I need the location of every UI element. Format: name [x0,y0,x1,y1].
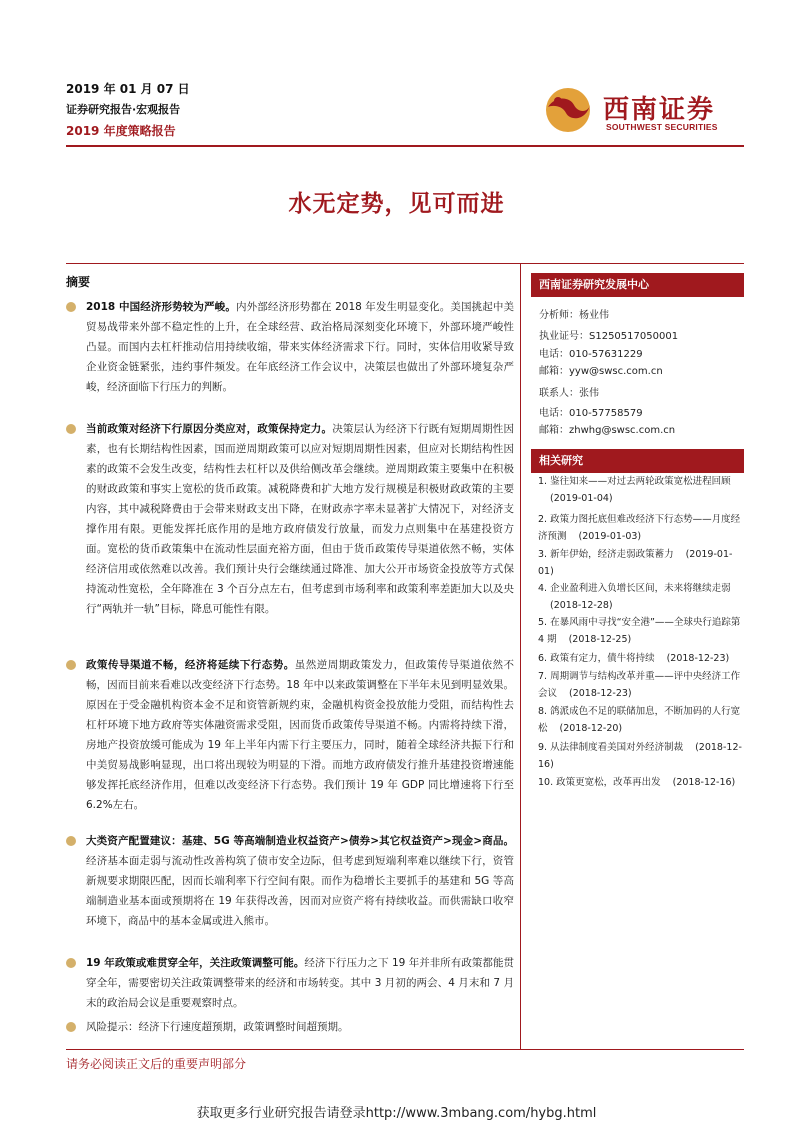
related-research-heading: 相关研究 [531,449,744,473]
related-date: (2018-12-16) [538,742,742,770]
related-date: (2018-12-23) [569,688,632,699]
logo-name-cn: 西南证券 [603,95,716,125]
abstract-heading: 摘要 [66,275,91,289]
related-title: 5. 在暴风雨中寻找“安全港”——全球央行追踪第 4 期 [538,617,741,645]
related-item[interactable] [538,614,744,648]
disclaimer-text: 请务必阅读正文后的重要声明部分 [66,1057,247,1071]
related-date: (2018-12-28) [550,600,613,611]
bullet-text: 经济下行压力之下 19 年并非所有政策都能贯穿全年，需要密切关注政策调整带来的经济和市场转变。其中 3 月初的两会、4 月末和 7 月末的政治局会议是重要观察时点。 [86,957,514,1009]
related-item[interactable] [538,580,744,614]
related-item[interactable] [538,511,744,545]
abstract-bullet [66,655,514,815]
contact-name: 联系人：张伟 [539,388,599,399]
report-date: 2019 年 01 月 07 日 [66,82,190,96]
related-title: 2. 政策力图托底但难改经济下行态势——月度经济预测 [538,514,741,542]
analyst-name: 分析师：杨业伟 [539,310,609,321]
related-date: (2019-01-01) [538,549,733,577]
related-title: 8. 鸽派成色不足的联储加息，不断加码的人行宽松 [538,706,741,734]
analyst-license: 执业证号：S1250517050001 [539,331,679,342]
abstract-bullet [66,1017,514,1037]
related-title: 3. 新年伊始，经济走弱政策蓄力 [538,549,674,560]
related-title: 6. 政策有定力，債牛将持续 [538,653,655,664]
bullet-dot-icon [66,424,76,434]
related-item[interactable] [538,668,744,702]
column-divider [520,263,521,1049]
bullet-dot-icon [66,660,76,670]
abstract-bullet [66,831,514,931]
logo-name-en: SOUTHWEST SECURITIES [606,122,718,132]
research-center-heading: 西南证券研究发展中心 [531,273,744,297]
footer-rule [66,1049,744,1050]
related-item[interactable] [538,546,744,580]
related-date: (2018-12-16) [672,777,736,788]
related-date: (2018-12-25) [568,634,632,645]
related-date: (2018-12-23) [666,653,730,664]
related-item[interactable] [538,774,744,791]
related-title: 9. 从法律制度看美国对外经济制裁 [538,742,684,753]
contact-phone: 电话：010-57758579 [539,408,643,419]
analyst-email[interactable]: 邮箱：yyw@swsc.com.cn [539,366,663,377]
bullet-dot-icon [66,958,76,968]
report-subtitle: 2019 年度策略报告 [66,124,176,138]
bullet-lead: 2018 中国经济形势较为严峻。 [86,301,236,313]
related-title: 10. 政策更宽松，改革再出发 [538,777,661,788]
company-logo [540,85,740,135]
related-item[interactable] [538,703,744,737]
bullet-text: 决策层认为经济下行既有短期周期性因素，也有长期结构性因素，国而逆周期政策可以应对短期周期性因素，但应对长期结构性因素的政策不会发生改变，结构性去杠杆以及供给侧改革会继续。逆周期政策主要集中在积极的财政政策和事实上宽松的货币政策。减税降费和扩大地方发行规模是积极财政政策的主要内容，其中减税降费由于会带来财政支出下降，在财政赤字率未显著扩大情况下，对经济支撑作用有限。更能发挥托底作用的是地方政府债发行放量，而发力点则集中在基建投资方面。宽松的货币政策集中在流动性层面充裕方面，但由于货币政策传导渠道依然不畅，实体经济信用或依然难以改善。我们预计央行会继续通过降准、加大公开市场资金投放等方式保持流动性宽松，全年降准在 3 个百分点左右，但考虑到市场利率和政策利率差距加大以及央行“两轨并一轨”目标，降息可能性有限。 [86,423,515,615]
related-title: 4. 企业盈利进入负增长区间，未来将继续走弱 [538,583,731,594]
report-title: 水无定势，见可而进 [288,190,505,217]
report-type: 证券研究报告·宏观报告 [66,103,181,116]
abstract-bullet [66,297,514,397]
bullet-dot-icon [66,836,76,846]
abstract-bullet [66,419,514,619]
related-date: (2019-01-04) [550,493,613,504]
bullet-text: 虽然逆周期政策发力，但政策传导渠道依然不畅，因而目前来看难以改变经济下行态势。18 年中以来政策调整在下半年未见到明显效果。原因在于受金融机构资本金不足和资管新规约束，金融机构资金投放能力受阻，而结构性去杠杆环境下地方政府等实体融资需求受阻，因而货币政策传导渠道不畅。内需将持续下滑，房地产投资放缓可能成为 19 年上半年内需下行主要压力，同时，随着全球经济共振下行和中美贸易战影响显现，出口将出现较为明显的下滑。而地方政府债发行推升基建投资增速能够发挥托底经济作用，但难以改变经济下行态势。我们预计 19 年 GDP 同比增速将下行至 6.2%左右。 [86,659,514,811]
logo-mark-icon [540,85,596,135]
bullet-lead: 当前政策对经济下行原因分类应对，政策保持定力。 [86,423,333,435]
bullet-text: 风险提示：经济下行速度超预期，政策调整时间超预期。 [86,1021,349,1033]
content-top-rule [66,263,744,264]
related-date: (2019-01-03) [578,531,642,542]
related-title: 1. 鉴往知来——对过去两轮政策宽松进程回顾 [538,476,731,487]
related-item[interactable] [538,650,744,667]
related-item[interactable] [538,473,744,507]
related-title: 7. 周期调节与结构改革并重——评中央经济工作会议 [538,671,741,699]
bullet-lead: 19 年政策或难贯穿全年，关注政策调整可能。 [86,957,305,969]
related-date: (2018-12-20) [559,723,623,734]
bullet-text: 内外部经济形势都在 2018 年发生明显变化。美国挑起中美贸易战带来外部不稳定性的上升，在全球经营、政治格局深刻变化环境下，外部环境严峻性凸显。而国内去杠杆推动信用持续收缩，带来实体经济需求下行。同时，实体信用收紧导致企业资金链紧张，违约事件频发。在年底经济工作会议中，决策层也做出了外部环境复杂严峻，经济面临下行压力的判断。 [86,301,514,393]
bullet-dot-icon [66,1022,76,1032]
header-rule [66,145,744,147]
bullet-lead: 大类资产配置建议：基建、5G 等高端制造业权益资产>债券>其它权益资产>现金>商品。 [86,835,514,847]
abstract-bullet [66,953,514,1013]
related-item[interactable] [538,739,744,773]
bullet-dot-icon [66,302,76,312]
footer-link[interactable]: 获取更多行业研究报告请登录http://www.3mbang.com/hybg.html [196,1106,597,1121]
bullet-text: 经济基本面走弱与流动性改善构筑了债市安全边际，但考虑到短端利率难以继续下行，资管新规要求期限匹配，因而长端利率下行空间有限。而作为稳增长主要抓手的基建和 5G 等高端制造业基本面或预期将在 19 年获得改善，因而对应资产将有持续收益。而供需缺口收窄环境下，商品中的基本金属或进入熊市。 [86,855,514,927]
analyst-phone: 电话：010-57631229 [539,349,643,360]
bullet-lead: 政策传导渠道不畅，经济将延续下行态势。 [86,659,295,671]
contact-email[interactable]: 邮箱：zhwhg@swsc.com.cn [539,425,676,436]
